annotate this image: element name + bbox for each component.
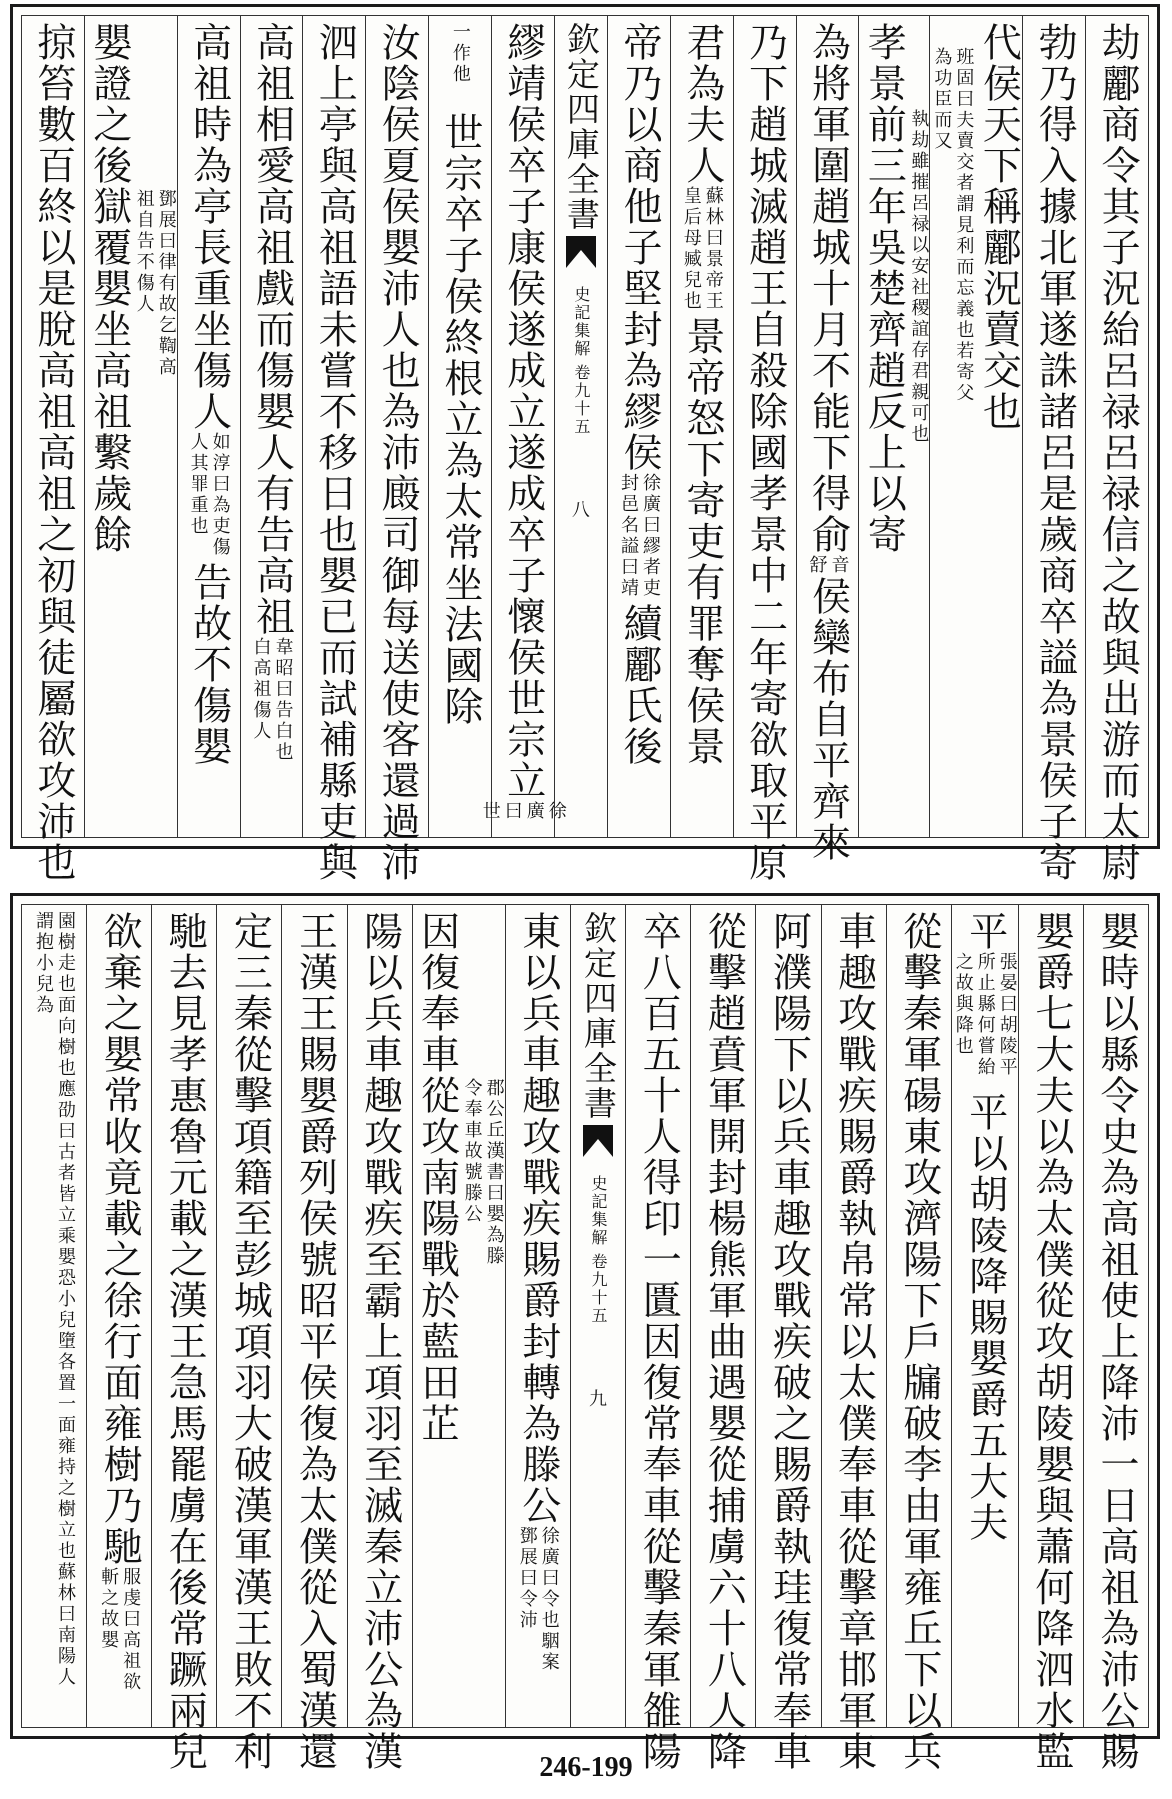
text-column	[240, 16, 303, 837]
text-column	[625, 905, 690, 1772]
main-text: 勃乃得入據北軍遂誅諸呂是歲商卒謚為景侯子寄	[1032, 22, 1078, 883]
annotation-text: 一作他	[449, 22, 471, 85]
main-text: 君為夫人	[679, 22, 725, 186]
text-column	[428, 16, 491, 837]
text-column	[755, 905, 820, 1772]
main-text: 車趣攻戰疾賜爵執帛常以太僕奉車從擊章邯軍東	[831, 911, 877, 1772]
annotation-text: 韋昭曰告白也白高祖傷人	[250, 637, 294, 763]
annotation-text: 執劫雖摧呂禄以安社稷誼存君親可也	[908, 108, 930, 445]
volume-label: 卷九十五	[588, 1253, 608, 1325]
annotation-text: 張晏曰胡陵平所止縣何嘗紿之故與降也	[952, 952, 1018, 1078]
text-column	[412, 905, 505, 1727]
text-column	[84, 16, 177, 837]
main-text: 馳去見孝惠魯元載之漢王急馬罷虜在後常蹶兩兒	[162, 911, 208, 1772]
fish-tail-mark-icon	[583, 1125, 613, 1165]
annotation-text: 郡公丘漢書曰嬰為滕令奉車故號滕公	[461, 1077, 505, 1267]
text-column	[281, 905, 346, 1772]
text-column	[479, 16, 567, 837]
text-column	[1085, 16, 1148, 883]
text-column	[951, 905, 1018, 1727]
main-text: 掠笞數百終以是脫高祖高祖之初與徒屬欲攻沛也	[30, 22, 76, 883]
main-text: 平	[962, 911, 1008, 952]
main-text: 欲棄之嬰常收竟載之徐行面雍樹乃馳	[97, 911, 143, 1567]
main-text: 侯欒布自平齊來	[805, 576, 851, 863]
annotation-text: 徐廣曰令也駰案鄧展曰令沛	[516, 1526, 560, 1673]
text-column	[607, 16, 670, 837]
annotation-text: 園樹走也面向樹也應劭曰古者皆立乘嬰恐小兒墮各置一面雍持之樹立也蘇林曰南陽人謂抱小兒為	[33, 911, 77, 1688]
annotation-text: 徐廣曰世	[479, 801, 567, 822]
text-column	[821, 905, 886, 1772]
text-column	[365, 16, 428, 883]
text-column	[505, 905, 570, 1727]
main-text: 繆靖侯卒子康侯遂成立遂成卒子懷侯世宗立	[500, 22, 546, 801]
text-column	[690, 905, 755, 1772]
main-text: 乃下趙城滅趙王自殺除國孝景中二年寄欲取平原	[742, 22, 788, 883]
annotation-text: 蘇林曰景帝王皇后母臧兒也	[680, 186, 724, 312]
page-footer-label: 246-199	[539, 1752, 633, 1783]
text-column	[886, 905, 951, 1772]
main-text: 為將軍圍趙城十月不能下得俞	[805, 22, 851, 555]
main-text: 續酈氏後	[617, 603, 663, 767]
annotation-text: 班固曰夫賣交者謂見利而忘義也若寄父為功臣而又	[931, 47, 975, 404]
annotation-text: 音舒	[806, 555, 850, 576]
annotation-text: 徐廣曰繆者吏封邑名謚曰靖	[618, 473, 662, 599]
main-text: 劫酈商令其子況紿呂禄呂禄信之故與出游而太尉	[1095, 22, 1141, 883]
main-text: 泗上亭與高祖語未嘗不移日也嬰已而試補縣吏與	[312, 22, 358, 883]
main-text: 高祖時為亭長重坐傷人	[186, 22, 232, 432]
book-name: 史記集解	[571, 286, 591, 358]
text-column	[86, 905, 151, 1727]
text-column	[858, 16, 929, 837]
text-column	[302, 16, 365, 883]
center-fold-column	[570, 905, 625, 1727]
main-text: 世宗卒子侯終根立為太常坐法國除	[437, 112, 483, 727]
text-column	[929, 16, 1022, 837]
main-text: 高祖相愛高祖戲而傷嬰人有告高祖	[249, 22, 295, 637]
text-column	[22, 905, 86, 1727]
text-column	[1022, 16, 1085, 883]
text-column	[347, 905, 412, 1772]
main-text: 景帝怒下寄吏有罪奪侯景	[679, 316, 725, 767]
main-text: 因復奉車從攻南陽戰於藍田芷	[414, 911, 460, 1444]
book-title: 欽定四庫全書	[561, 22, 601, 232]
text-column	[1083, 905, 1148, 1772]
main-text: 定三秦從擊項籍至彭城項羽大破漢軍漢王敗不利	[227, 911, 273, 1772]
leaf-number: 九	[588, 1389, 607, 1410]
annotation-text: 服虔曰高祖欲斬之故嬰	[98, 1567, 142, 1693]
top-page-panel	[10, 4, 1160, 883]
main-text: 孝景前三年吳楚齊趙反上以寄	[861, 22, 907, 555]
book-title: 欽定四庫全書	[578, 911, 618, 1121]
text-column	[796, 16, 859, 863]
text-column	[1018, 905, 1083, 1772]
fish-tail-mark-icon	[566, 236, 596, 276]
text-column	[22, 16, 84, 883]
main-text: 嬰爵七大夫以為太僕從攻胡陵嬰與蕭何降泗水監	[1028, 911, 1074, 1772]
main-text: 阿濮陽下以兵車趣攻戰疾破之賜爵執珪復常奉車	[766, 911, 812, 1772]
main-text: 汝陰侯夏侯嬰沛人也為沛廄司御每送使客還過沛	[375, 22, 421, 883]
annotation-text: 如淳曰為吏傷人其罪重也	[187, 432, 231, 558]
main-text: 從擊趙賁軍開封楊熊軍曲遇嬰從捕虜六十八人降	[701, 911, 747, 1772]
top-column-grid	[21, 15, 1149, 883]
book-name: 史記集解	[588, 1175, 608, 1247]
main-text: 平以胡陵降賜嬰爵五大夫	[962, 1092, 1008, 1543]
text-column	[151, 905, 216, 1772]
text-column	[670, 16, 733, 837]
text-column	[733, 16, 796, 883]
main-text: 王漢王賜嬰爵列侯號昭平侯復為太僕從入蜀漢還	[292, 911, 338, 1772]
main-text: 嬰時以縣令史為高祖使上降沛一日高祖為沛公賜	[1093, 911, 1139, 1772]
main-text: 從擊秦軍碭東攻濟陽下戶牖破李由軍雍丘下以兵	[896, 911, 942, 1772]
main-text: 帝乃以商他子堅封為繆侯	[617, 22, 663, 473]
text-column	[216, 905, 281, 1772]
center-fold-column	[554, 16, 608, 837]
main-text: 卒八百五十人得印一匱因復常奉車從擊秦軍雒陽	[636, 911, 682, 1772]
main-text: 嬰證之後獄覆嬰坐高祖繫歲餘	[86, 22, 132, 555]
main-text: 告故不傷嬰	[186, 562, 232, 767]
main-text: 東以兵車趣攻戰疾賜爵封轉為滕公	[515, 911, 561, 1526]
main-text: 代侯天下稱酈況賣交也	[976, 22, 1022, 432]
leaf-number: 八	[571, 500, 590, 521]
annotation-text: 鄧展曰律有故乞鞫高祖自告不傷人	[133, 188, 177, 378]
volume-label: 卷九十五	[571, 364, 591, 436]
main-text: 陽以兵車趣攻戰疾至霸上項羽至滅秦立沛公為漢	[357, 911, 403, 1772]
text-column	[177, 16, 240, 837]
